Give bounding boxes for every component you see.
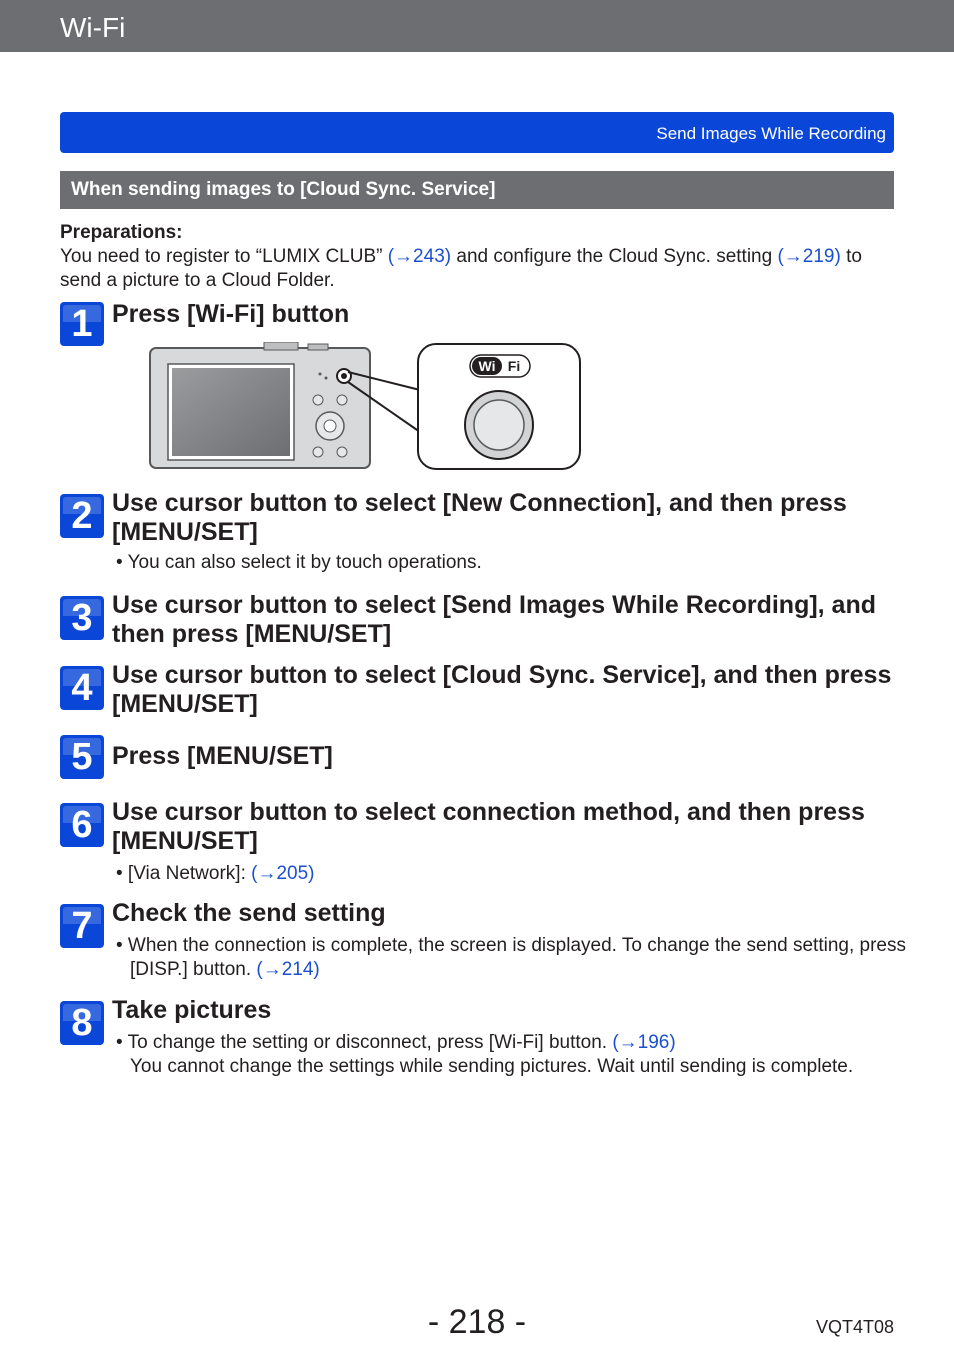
page-ref-link[interactable]: (→214) xyxy=(256,959,320,980)
section-title: When sending images to [Cloud Sync. Service] xyxy=(71,179,496,200)
step-note xyxy=(116,862,906,886)
step-number-badge: 8 xyxy=(60,1001,104,1045)
step-number-badge: 6 xyxy=(60,803,104,847)
wifi-label-b: Fi xyxy=(507,358,521,374)
step-number-badge: 5 xyxy=(60,735,104,779)
step-title: Take pictures xyxy=(112,996,272,1024)
camera-body-icon xyxy=(150,342,370,468)
step-number-badge: 3 xyxy=(60,596,104,640)
page-ref-link[interactable]: (→243) xyxy=(387,246,452,267)
step-note: • You can also select it by touch operations. xyxy=(116,552,482,573)
step-note xyxy=(116,1031,906,1079)
page-number: - 218 - xyxy=(427,1303,527,1341)
step-title: Press [MENU/SET] xyxy=(112,742,333,770)
page-ref-link[interactable]: (→196) xyxy=(612,1032,676,1053)
page-ref-link[interactable]: (→219) xyxy=(777,246,841,267)
topic-band xyxy=(60,112,894,153)
step-number-badge: 4 xyxy=(60,666,104,710)
step-number-badge: 1 xyxy=(60,302,104,346)
wifi-button-callout xyxy=(418,344,580,469)
chapter-title: Wi-Fi xyxy=(60,12,126,43)
note-text: • When the connection is complete, the screen is displayed. To change the send setting, press [DISP.] button. xyxy=(116,935,906,980)
prep-text-a: You need to register to “LUMIX CLUB” xyxy=(60,246,388,267)
step-title: Use cursor button to select [Send Images While Recording], and then press [MENU/SET] xyxy=(112,591,877,648)
section-header xyxy=(60,171,894,209)
prep-text-b: and configure the Cloud Sync. setting xyxy=(451,246,778,267)
step-title: Use cursor button to select [New Connection], and then press [MENU/SET] xyxy=(112,489,847,546)
document-code: VQT4T08 xyxy=(815,1317,894,1337)
step-title: Check the send setting xyxy=(112,899,386,927)
topic-label: Send Images While Recording xyxy=(656,124,886,143)
preparations-heading: Preparations: xyxy=(60,222,183,243)
step-title: Use cursor button to select [Cloud Sync. Service], and then press [MENU/SET] xyxy=(112,661,892,718)
note-extra: You cannot change the settings while sending pictures. Wait until sending is complete. xyxy=(130,1056,854,1077)
note-text: • To change the setting or disconnect, press [Wi-Fi] button. xyxy=(116,1032,613,1053)
step-title: Use cursor button to select connection method, and then press [MENU/SET] xyxy=(112,798,865,855)
preparations-text xyxy=(60,245,900,293)
prep-text-c: to send a picture to a Cloud Folder. xyxy=(60,246,862,291)
preparations xyxy=(60,221,900,293)
note-text: • [Via Network]: xyxy=(116,863,252,884)
step-note xyxy=(116,934,906,982)
step-number-badge: 7 xyxy=(60,904,104,948)
page-ref-link[interactable]: (→205) xyxy=(251,863,315,884)
wifi-label-a: Wi xyxy=(478,358,496,374)
top-bar xyxy=(0,0,954,52)
camera-wifi-button-illustration xyxy=(148,342,584,472)
step-number-badge: 2 xyxy=(60,494,104,538)
step-title: Press [Wi-Fi] button xyxy=(112,300,350,328)
